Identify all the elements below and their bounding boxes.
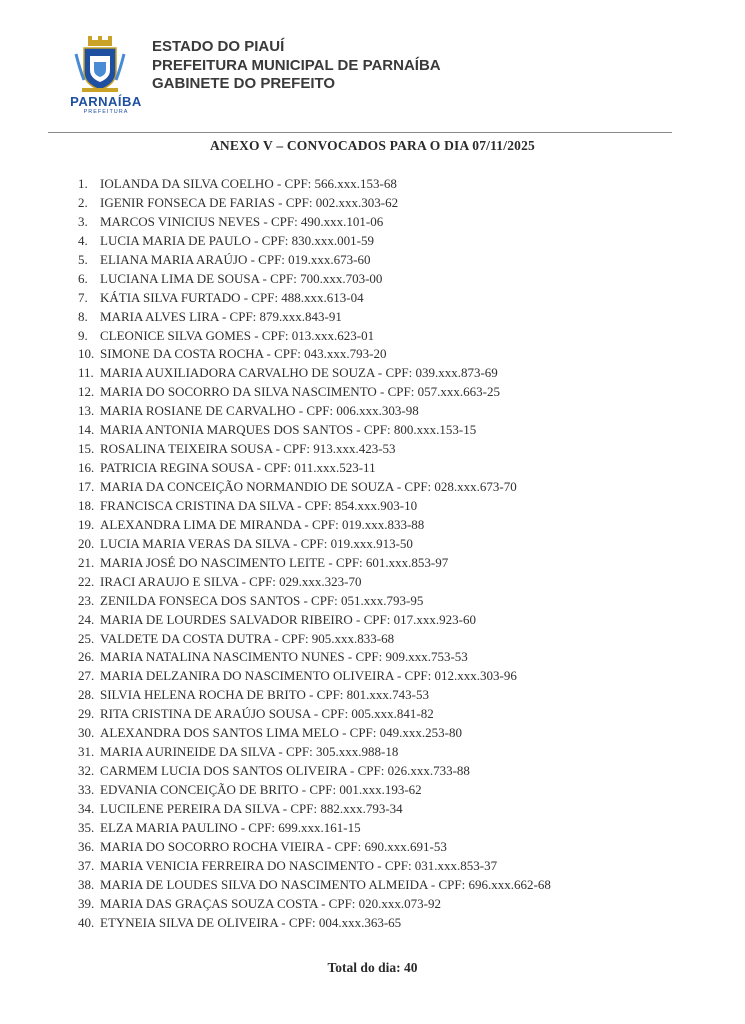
- list-item-text: MARIA ROSIANE DE CARVALHO - CPF: 006.xxx.303-98: [100, 403, 419, 419]
- list-item-text: MARIA DO SOCORRO DA SILVA NASCIMENTO - CPF: 057.xxx.663-25: [100, 384, 500, 400]
- list-item: [78, 762, 551, 781]
- list-item-number: 15.: [78, 441, 95, 457]
- list-item: [78, 327, 551, 346]
- list-item: [78, 383, 551, 402]
- list-item-number: 22.: [78, 573, 95, 589]
- list-item-number: 35.: [78, 819, 95, 835]
- list-item-text: CLEONICE SILVA GOMES - CPF: 013.xxx.623-01: [100, 327, 375, 343]
- list-item-number: 2.: [78, 194, 88, 210]
- list-item-text: SIMONE DA COSTA ROCHA - CPF: 043.xxx.793-20: [100, 346, 387, 362]
- list-item: [78, 686, 551, 705]
- list-item-text: MARIA DA CONCEIÇÃO NORMANDIO DE SOUZA - CPF: 028.xxx.673-70: [100, 479, 517, 494]
- list-item-text: MARIA AUXILIADORA CARVALHO DE SOUZA - CPF: 039.xxx.873-69: [100, 365, 498, 381]
- list-item-text: MARIA JOSÉ DO NASCIMENTO LEITE - CPF: 601.xxx.853-97: [100, 554, 449, 570]
- list-item: [78, 800, 551, 819]
- list-item-text: ELIANA MARIA ARAÚJO - CPF: 019.xxx.673-60: [100, 251, 371, 267]
- list-item-text: PATRICIA REGINA SOUSA - CPF: 011.xxx.523-11: [100, 460, 376, 476]
- list-item: [78, 838, 551, 857]
- logo-text: PARNAÍBA: [70, 94, 142, 109]
- list-item: [78, 781, 551, 800]
- list-item-number: 38.: [78, 876, 95, 892]
- list-item-number: 6.: [78, 270, 88, 286]
- list-item: [78, 270, 551, 289]
- logo-subtext: PREFEITURA: [83, 109, 129, 115]
- list-item: [78, 516, 551, 535]
- list-item-number: 27.: [78, 668, 95, 684]
- list-item: [78, 630, 551, 649]
- coat-of-arms-icon: [54, 36, 146, 96]
- list-item-number: 36.: [78, 838, 95, 854]
- list-item-text: MARIA DELZANIRA DO NASCIMENTO OLIVEIRA - CPF: 012.xxx.303-96: [100, 668, 517, 684]
- list-item: [78, 648, 551, 667]
- list-item-number: 9.: [78, 327, 88, 343]
- list-item: [78, 289, 551, 308]
- list-item: [78, 478, 551, 497]
- list-item: [78, 724, 551, 743]
- org-line-state: ESTADO DO PIAUÍ: [152, 38, 285, 55]
- org-line-prefecture: PREFEITURA MUNICIPAL DE PARNAÍBA: [152, 56, 441, 74]
- list-item-number: 11.: [78, 365, 94, 381]
- list-item: [78, 213, 551, 232]
- list-item-number: 4.: [78, 232, 88, 248]
- list-item-text: RITA CRISTINA DE ARAÚJO SOUSA - CPF: 005.xxx.841-82: [100, 706, 434, 722]
- list-item: [78, 554, 551, 573]
- list-item-number: 37.: [78, 857, 95, 873]
- list-item-number: 10.: [78, 346, 95, 362]
- convocados-list: [78, 175, 551, 933]
- list-item: [78, 573, 551, 592]
- list-item-text: IOLANDA DA SILVA COELHO - CPF: 566.xxx.153-68: [100, 176, 397, 191]
- list-item-text: LUCIA MARIA DE PAULO - CPF: 830.xxx.001-59: [100, 232, 374, 248]
- list-item-number: 28.: [78, 687, 95, 703]
- list-item-text: MARIA AURINEIDE DA SILVA - CPF: 305.xxx.988-18: [100, 744, 399, 760]
- list-item: [78, 364, 551, 383]
- list-item: [78, 440, 551, 459]
- list-item-number: 30.: [78, 725, 95, 741]
- list-item-number: 34.: [78, 800, 95, 816]
- list-item: [78, 345, 551, 364]
- list-item-text: MARIA VENICIA FERREIRA DO NASCIMENTO - CPF: 031.xxx.853-37: [100, 857, 498, 873]
- list-item-number: 14.: [78, 422, 95, 438]
- list-item-text: MARIA ALVES LIRA - CPF: 879.xxx.843-91: [100, 308, 342, 324]
- list-item-number: 7.: [78, 289, 88, 305]
- total-line: Total do dia: 40: [327, 960, 418, 975]
- list-item-text: LUCIANA LIMA DE SOUSA - CPF: 700.xxx.703-00: [100, 270, 383, 286]
- list-item: [78, 611, 551, 630]
- list-item-text: VALDETE DA COSTA DUTRA - CPF: 905.xxx.833-68: [100, 630, 395, 646]
- list-item-number: 20.: [78, 535, 95, 551]
- list-item-text: IGENIR FONSECA DE FARIAS - CPF: 002.xxx.303-62: [100, 194, 399, 210]
- list-item-text: LUCILENE PEREIRA DA SILVA - CPF: 882.xxx.793-34: [100, 800, 403, 816]
- list-item-text: MARIA DAS GRAÇAS SOUZA COSTA - CPF: 020.xxx.073-92: [100, 895, 441, 911]
- list-item-text: LUCIA MARIA VERAS DA SILVA - CPF: 019.xxx.913-50: [100, 535, 413, 551]
- list-item-number: 40.: [78, 914, 95, 930]
- list-item-number: 23.: [78, 592, 95, 608]
- list-item-text: ROSALINA TEIXEIRA SOUSA - CPF: 913.xxx.423-53: [100, 441, 396, 457]
- list-item: [78, 232, 551, 251]
- list-item: [78, 667, 551, 686]
- list-item: [78, 914, 551, 933]
- list-item: [78, 251, 551, 270]
- list-item-text: EDVANIA CONCEIÇÃO DE BRITO - CPF: 001.xxx.193-62: [100, 782, 422, 797]
- list-item: [78, 819, 551, 838]
- list-item-number: 17.: [78, 479, 95, 494]
- list-item-text: IRACI ARAUJO E SILVA - CPF: 029.xxx.323-70: [100, 573, 362, 589]
- list-item: [78, 876, 551, 895]
- list-item-text: FRANCISCA CRISTINA DA SILVA - CPF: 854.xxx.903-10: [100, 497, 418, 513]
- list-item-number: 13.: [78, 403, 95, 419]
- list-item: [78, 175, 551, 194]
- list-item-number: 12.: [78, 384, 95, 400]
- list-item: [78, 308, 551, 327]
- list-item-text: ETYNEIA SILVA DE OLIVEIRA - CPF: 004.xxx.363-65: [100, 914, 402, 930]
- list-item-text: KÁTIA SILVA FURTADO - CPF: 488.xxx.613-04: [100, 289, 364, 305]
- list-item: [78, 459, 551, 478]
- list-item-number: 8.: [78, 308, 88, 324]
- list-item: [78, 895, 551, 914]
- list-item-number: 3.: [78, 213, 88, 229]
- list-item-text: MARIA DO SOCORRO ROCHA VIEIRA - CPF: 690.xxx.691-53: [100, 838, 447, 854]
- list-item-text: MARIA DE LOURDES SALVADOR RIBEIRO - CPF: 017.xxx.923-60: [100, 611, 476, 627]
- list-item-number: 19.: [78, 516, 95, 532]
- parnaiba-logo: [54, 36, 146, 120]
- list-item-text: CARMEM LUCIA DOS SANTOS OLIVEIRA - CPF: 026.xxx.733-88: [100, 763, 470, 779]
- document-header: [48, 36, 688, 126]
- org-line-cabinet: GABINETE DO PREFEITO: [152, 75, 336, 92]
- list-item-text: MARIA NATALINA NASCIMENTO NUNES - CPF: 909.xxx.753-53: [100, 649, 468, 665]
- list-item-text: ZENILDA FONSECA DOS SANTOS - CPF: 051.xxx.793-95: [100, 592, 424, 608]
- list-item-number: 5.: [78, 251, 88, 267]
- list-item-number: 24.: [78, 611, 95, 627]
- list-item-text: MARIA ANTONIA MARQUES DOS SANTOS - CPF: 800.xxx.153-15: [100, 422, 477, 438]
- list-item-number: 33.: [78, 782, 95, 797]
- header-divider: [48, 132, 672, 133]
- list-item-number: 26.: [78, 649, 95, 665]
- list-item-number: 29.: [78, 706, 95, 722]
- list-item-number: 16.: [78, 460, 95, 476]
- list-item-number: 21.: [78, 554, 95, 570]
- list-item-number: 1.: [78, 176, 88, 191]
- list-item: [78, 194, 551, 213]
- list-item-text: ELZA MARIA PAULINO - CPF: 699.xxx.161-15: [100, 819, 361, 835]
- list-item: [78, 497, 551, 516]
- list-item: [78, 592, 551, 611]
- list-item-number: 32.: [78, 763, 95, 779]
- list-item-text: SILVIA HELENA ROCHA DE BRITO - CPF: 801.xxx.743-53: [100, 687, 429, 703]
- list-item-number: 31.: [78, 744, 95, 760]
- list-item-number: 18.: [78, 497, 95, 513]
- list-item: [78, 421, 551, 440]
- list-item: [78, 705, 551, 724]
- list-item: [78, 743, 551, 762]
- list-item-text: ALEXANDRA LIMA DE MIRANDA - CPF: 019.xxx.833-88: [100, 516, 425, 532]
- list-item-text: ALEXANDRA DOS SANTOS LIMA MELO - CPF: 049.xxx.253-80: [100, 725, 462, 741]
- list-item-number: 25.: [78, 630, 95, 646]
- annex-title: ANEXO V – CONVOCADOS PARA O DIA 07/11/2025: [209, 138, 536, 153]
- list-item-text: MARCOS VINICIUS NEVES - CPF: 490.xxx.101-06: [100, 213, 384, 229]
- organization-name: [152, 38, 441, 94]
- list-item: [78, 535, 551, 554]
- list-item-number: 39.: [78, 895, 95, 911]
- list-item: [78, 402, 551, 421]
- list-item: [78, 857, 551, 876]
- list-item-text: MARIA DE LOUDES SILVA DO NASCIMENTO ALMEIDA - CPF: 696.xxx.662-68: [100, 876, 551, 892]
